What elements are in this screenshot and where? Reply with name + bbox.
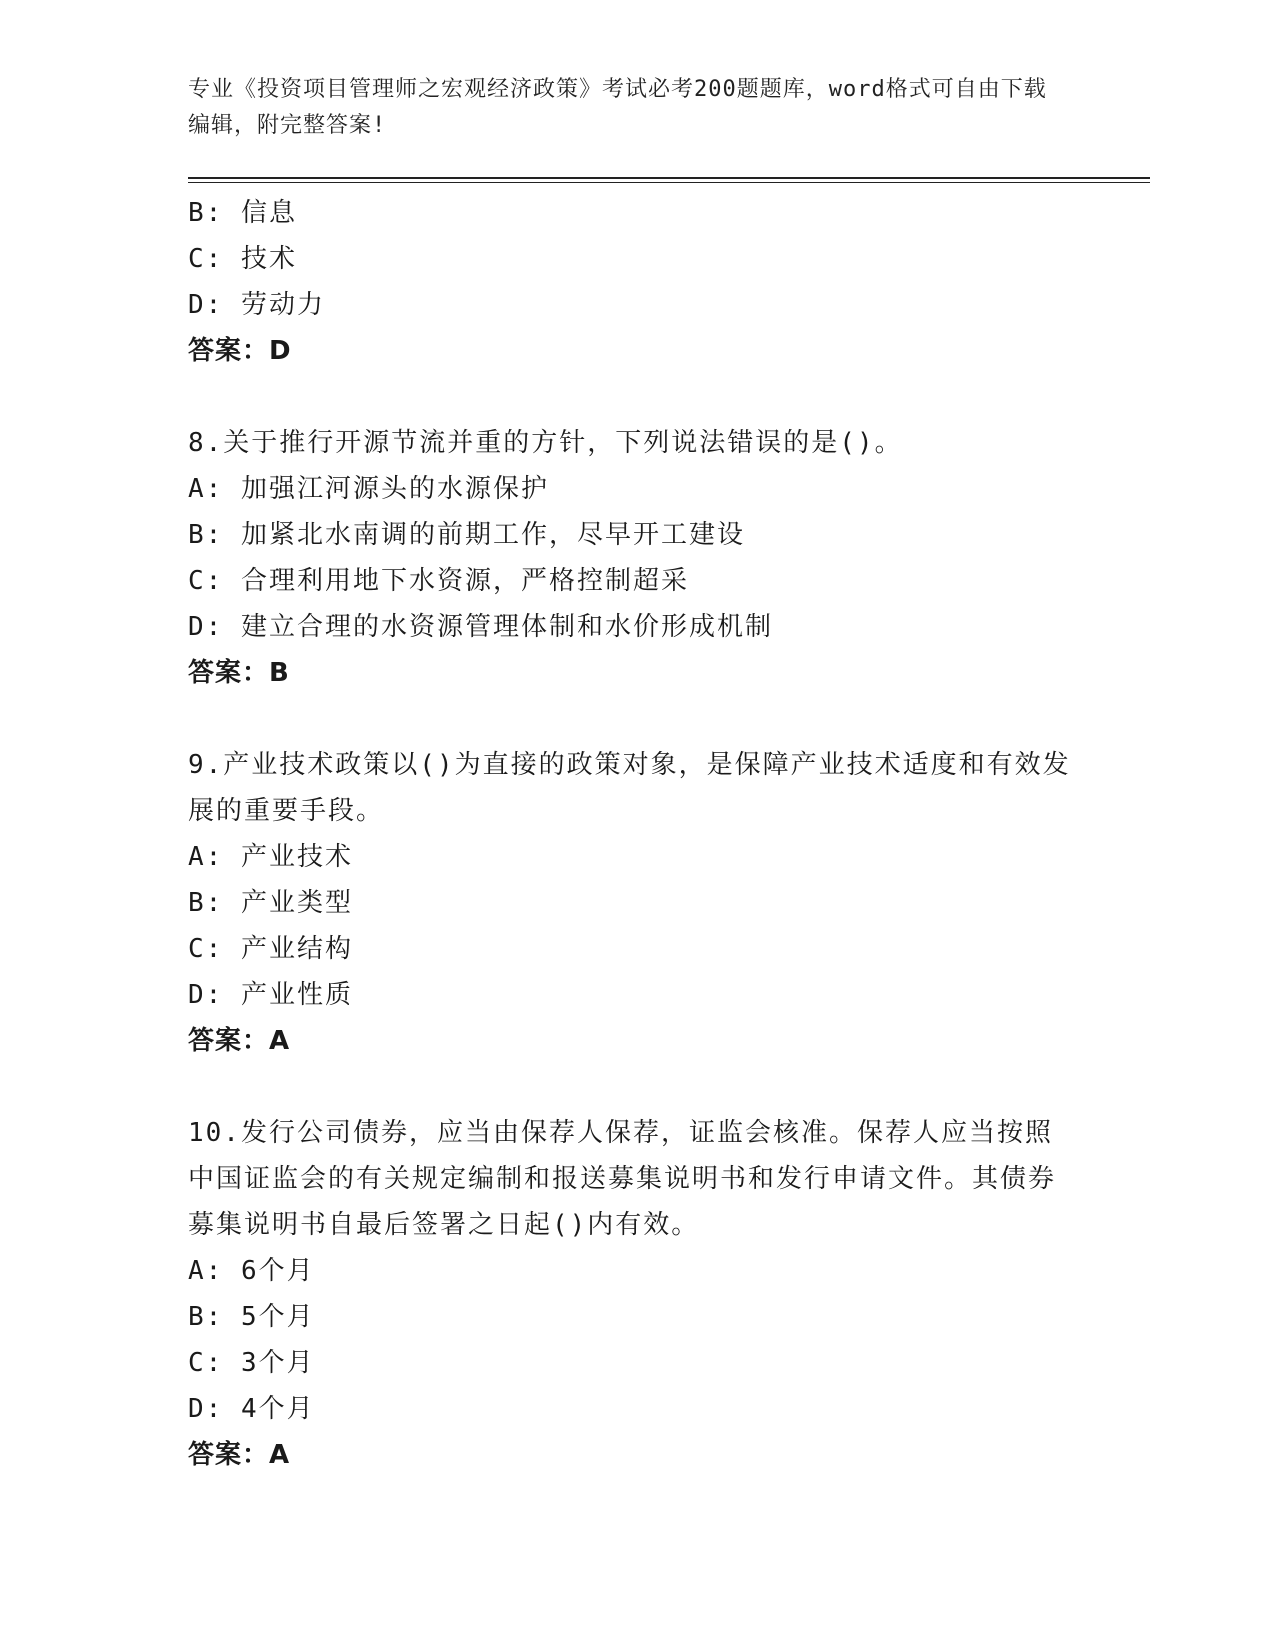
question-content xyxy=(188,190,1078,1478)
carryover-block xyxy=(188,190,1078,374)
option-line: D: 建立合理的水资源管理体制和水价形成机制 xyxy=(188,612,773,642)
question-8 xyxy=(188,420,1078,696)
answer-line: 答案：A xyxy=(188,1026,291,1056)
option-line: D: 4个月 xyxy=(188,1394,315,1424)
answer-line: 答案：D xyxy=(188,336,292,366)
answer-line: 答案：A xyxy=(188,1440,291,1470)
question-text: 8.关于推行开源节流并重的方针，下列说法错误的是()。 xyxy=(188,428,903,458)
option-line: D: 劳动力 xyxy=(188,290,325,320)
question-text: 10.发行公司债券，应当由保荐人保荐，证监会核准。保荐人应当按照中国证监会的有关规定编制和报送募集说明书和发行申请文件。其债券募集说明书自最后签署之日起()内有效。 xyxy=(188,1118,1057,1240)
option-line: B: 产业类型 xyxy=(188,888,353,918)
question-9 xyxy=(188,742,1078,1064)
option-line: A: 6个月 xyxy=(188,1256,315,1286)
option-line: C: 合理利用地下水资源，严格控制超采 xyxy=(188,566,689,596)
option-line: A: 加强江河源头的水源保护 xyxy=(188,474,549,504)
header-rule-thick xyxy=(188,177,1150,179)
option-line: B: 信息 xyxy=(188,198,297,228)
question-10 xyxy=(188,1110,1078,1478)
option-line: A: 产业技术 xyxy=(188,842,353,872)
document-header: 专业《投资项目管理师之宏观经济政策》考试必考200题题库，word格式可自由下载编辑，附完整答案! xyxy=(188,77,1047,138)
question-text: 9.产业技术政策以()为直接的政策对象，是保障产业技术适度和有效发展的重要手段。 xyxy=(188,750,1071,826)
header-rule-thin xyxy=(188,182,1150,183)
option-line: C: 技术 xyxy=(188,244,297,274)
option-line: B: 加紧北水南调的前期工作，尽早开工建设 xyxy=(188,520,745,550)
option-line: C: 产业结构 xyxy=(188,934,353,964)
option-line: B: 5个月 xyxy=(188,1302,315,1332)
option-line: C: 3个月 xyxy=(188,1348,315,1378)
answer-line: 答案：B xyxy=(188,658,290,688)
option-line: D: 产业性质 xyxy=(188,980,353,1010)
